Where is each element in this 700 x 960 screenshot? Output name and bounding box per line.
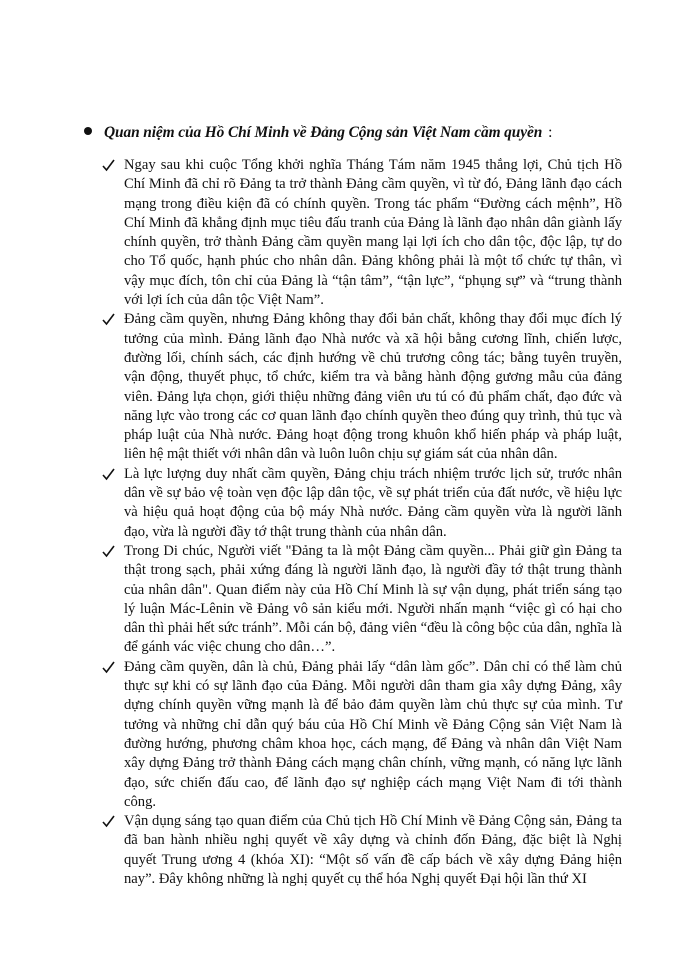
- check-mark-icon: [102, 661, 115, 674]
- list-item-text: Trong Di chúc, Người viết "Đảng ta là một Đảng cầm quyền... Phải giữ gìn Đảng ta thật trong sạch, phải xứng đáng là người lãnh đạo, là người đầy tớ thật trung thành của nhân dân". Quan điểm này của Hồ Chí Minh là sự vận dụng, phát triển sáng tạo lý luận Mác-Lênin về Đảng vô sản kiểu mới. Người nhấn mạnh “việc gì có hại cho dân thì phải hết sức tránh”. Mỗi cán bộ, đảng viên “đều là công bộc của dân, nghĩa là để gánh vác việc chung cho dân…”.: [124, 542, 622, 656]
- checklist: [102, 156, 622, 889]
- list-item: [102, 542, 622, 658]
- list-item-text: Vận dụng sáng tạo quan điểm của Chủ tịch Hồ Chí Minh về Đảng Cộng sản, Đảng ta đã ban hành nhiều nghị quyết về xây dựng và chỉnh đốn Đảng, đặc biệt là Nghị quyết Trung ương 4 (khóa XI): “Một số vấn đề cấp bách về xây dựng Đảng hiện nay”. Đây không những là nghị quyết cụ thể hóa Nghị quyết Đại hội lần thứ XI: [124, 813, 622, 887]
- list-item-text: Đảng cầm quyền, nhưng Đảng không thay đổi bản chất, không thay đổi mục đích lý tưởng của mình. Đảng lãnh đạo Nhà nước và xã hội bằng cương lĩnh, chiến lược, đường lối, chính sách, các định hướng về chủ trương công tác; bằng tuyên truyền, vận động, thuyết phục, tổ chức, kiểm tra và bằng hành động gương mẫu của đảng viên. Đảng lựa chọn, giới thiệu những đảng viên ưu tú có đủ phẩm chất, đạo đức và năng lực vào trong các cơ quan lãnh đạo chính quyền theo đúng quy trình, thủ tục và pháp luật của Nhà nước. Đảng hoạt động trong khuôn khổ hiến pháp và pháp luật, liên hệ mật thiết với nhân dân và luôn luôn chịu sự giám sát của nhân dân.: [124, 311, 622, 463]
- list-item: [102, 156, 622, 310]
- check-mark-icon: [102, 159, 115, 172]
- check-mark-icon: [102, 313, 115, 326]
- list-item: [102, 310, 622, 464]
- list-item: [102, 658, 622, 812]
- list-item-text: Là lực lượng duy nhất cầm quyền, Đảng chịu trách nhiệm trước lịch sử, trước nhân dân về sự bảo vệ toàn vẹn độc lập dân tộc, về sự phát triển của đất nước, về hiệu lực và hiệu quả hoạt động của bộ máy Nhà nước. Đảng cầm quyền vừa là người lãnh đạo, vừa là người đầy tớ thật trung thành của nhân dân.: [124, 465, 622, 540]
- check-mark-icon: [102, 815, 115, 828]
- check-mark-icon: [102, 545, 115, 558]
- filled-circle-bullet-icon: [84, 127, 92, 135]
- section-heading-colon: :: [548, 124, 553, 141]
- section-heading: Quan niệm của Hồ Chí Minh về Đảng Cộng sản Việt Nam cầm quyền: [104, 124, 543, 141]
- list-item-text: Đảng cầm quyền, dân là chủ, Đảng phải lấy “dân làm gốc”. Dân chỉ có thể làm chủ thực sự khi có sự lãnh đạo của Đảng. Mỗi người dân tham gia xây dựng Đảng, xây dựng chính quyền vững mạnh là để bảo đảm quyền làm chủ thực sự của mình. Tư tưởng và những chỉ dẫn quý báu của Hồ Chí Minh về Đảng Cộng sản Việt Nam là đường hướng, phương châm khoa học, cách mạng, để Đảng và nhân dân Việt Nam xây dựng Đảng trở thành Đảng cách mạng chân chính, vững mạnh, có năng lực lãnh đạo, sức chiến đấu cao, để lãnh đạo sự nghiệp cách mạng Việt Nam đi tới thành công.: [124, 658, 622, 810]
- section-heading-row: [84, 124, 644, 142]
- check-mark-icon: [102, 468, 115, 481]
- list-item-text: Ngay sau khi cuộc Tổng khởi nghĩa Tháng Tám năm 1945 thắng lợi, Chủ tịch Hồ Chí Minh đã chỉ rõ Đảng ta trở thành Đảng cầm quyền, vì từ đó, Đảng lãnh đạo cách mạng trong điều kiện đã có chính quyền. Trong tác phẩm “Đường cách mệnh”, Hồ Chí Minh đã khẳng định mục tiêu đấu tranh của Đảng là lãnh đạo nhân dân giành lấy chính quyền, trở thành Đảng cầm quyền mang lại lợi ích cho dân tộc, độc lập, tự do cho Tổ quốc, hạnh phúc cho nhân dân. Đảng không phải là một tổ chức tự thân, vì vậy mục đích, tôn chỉ của Đảng là “tận tâm”, “tận lực”, “phụng sự” và “trung thành với lợi ích của dân tộc Việt Nam”.: [124, 157, 622, 309]
- list-item: [102, 465, 622, 542]
- list-item: [102, 812, 622, 889]
